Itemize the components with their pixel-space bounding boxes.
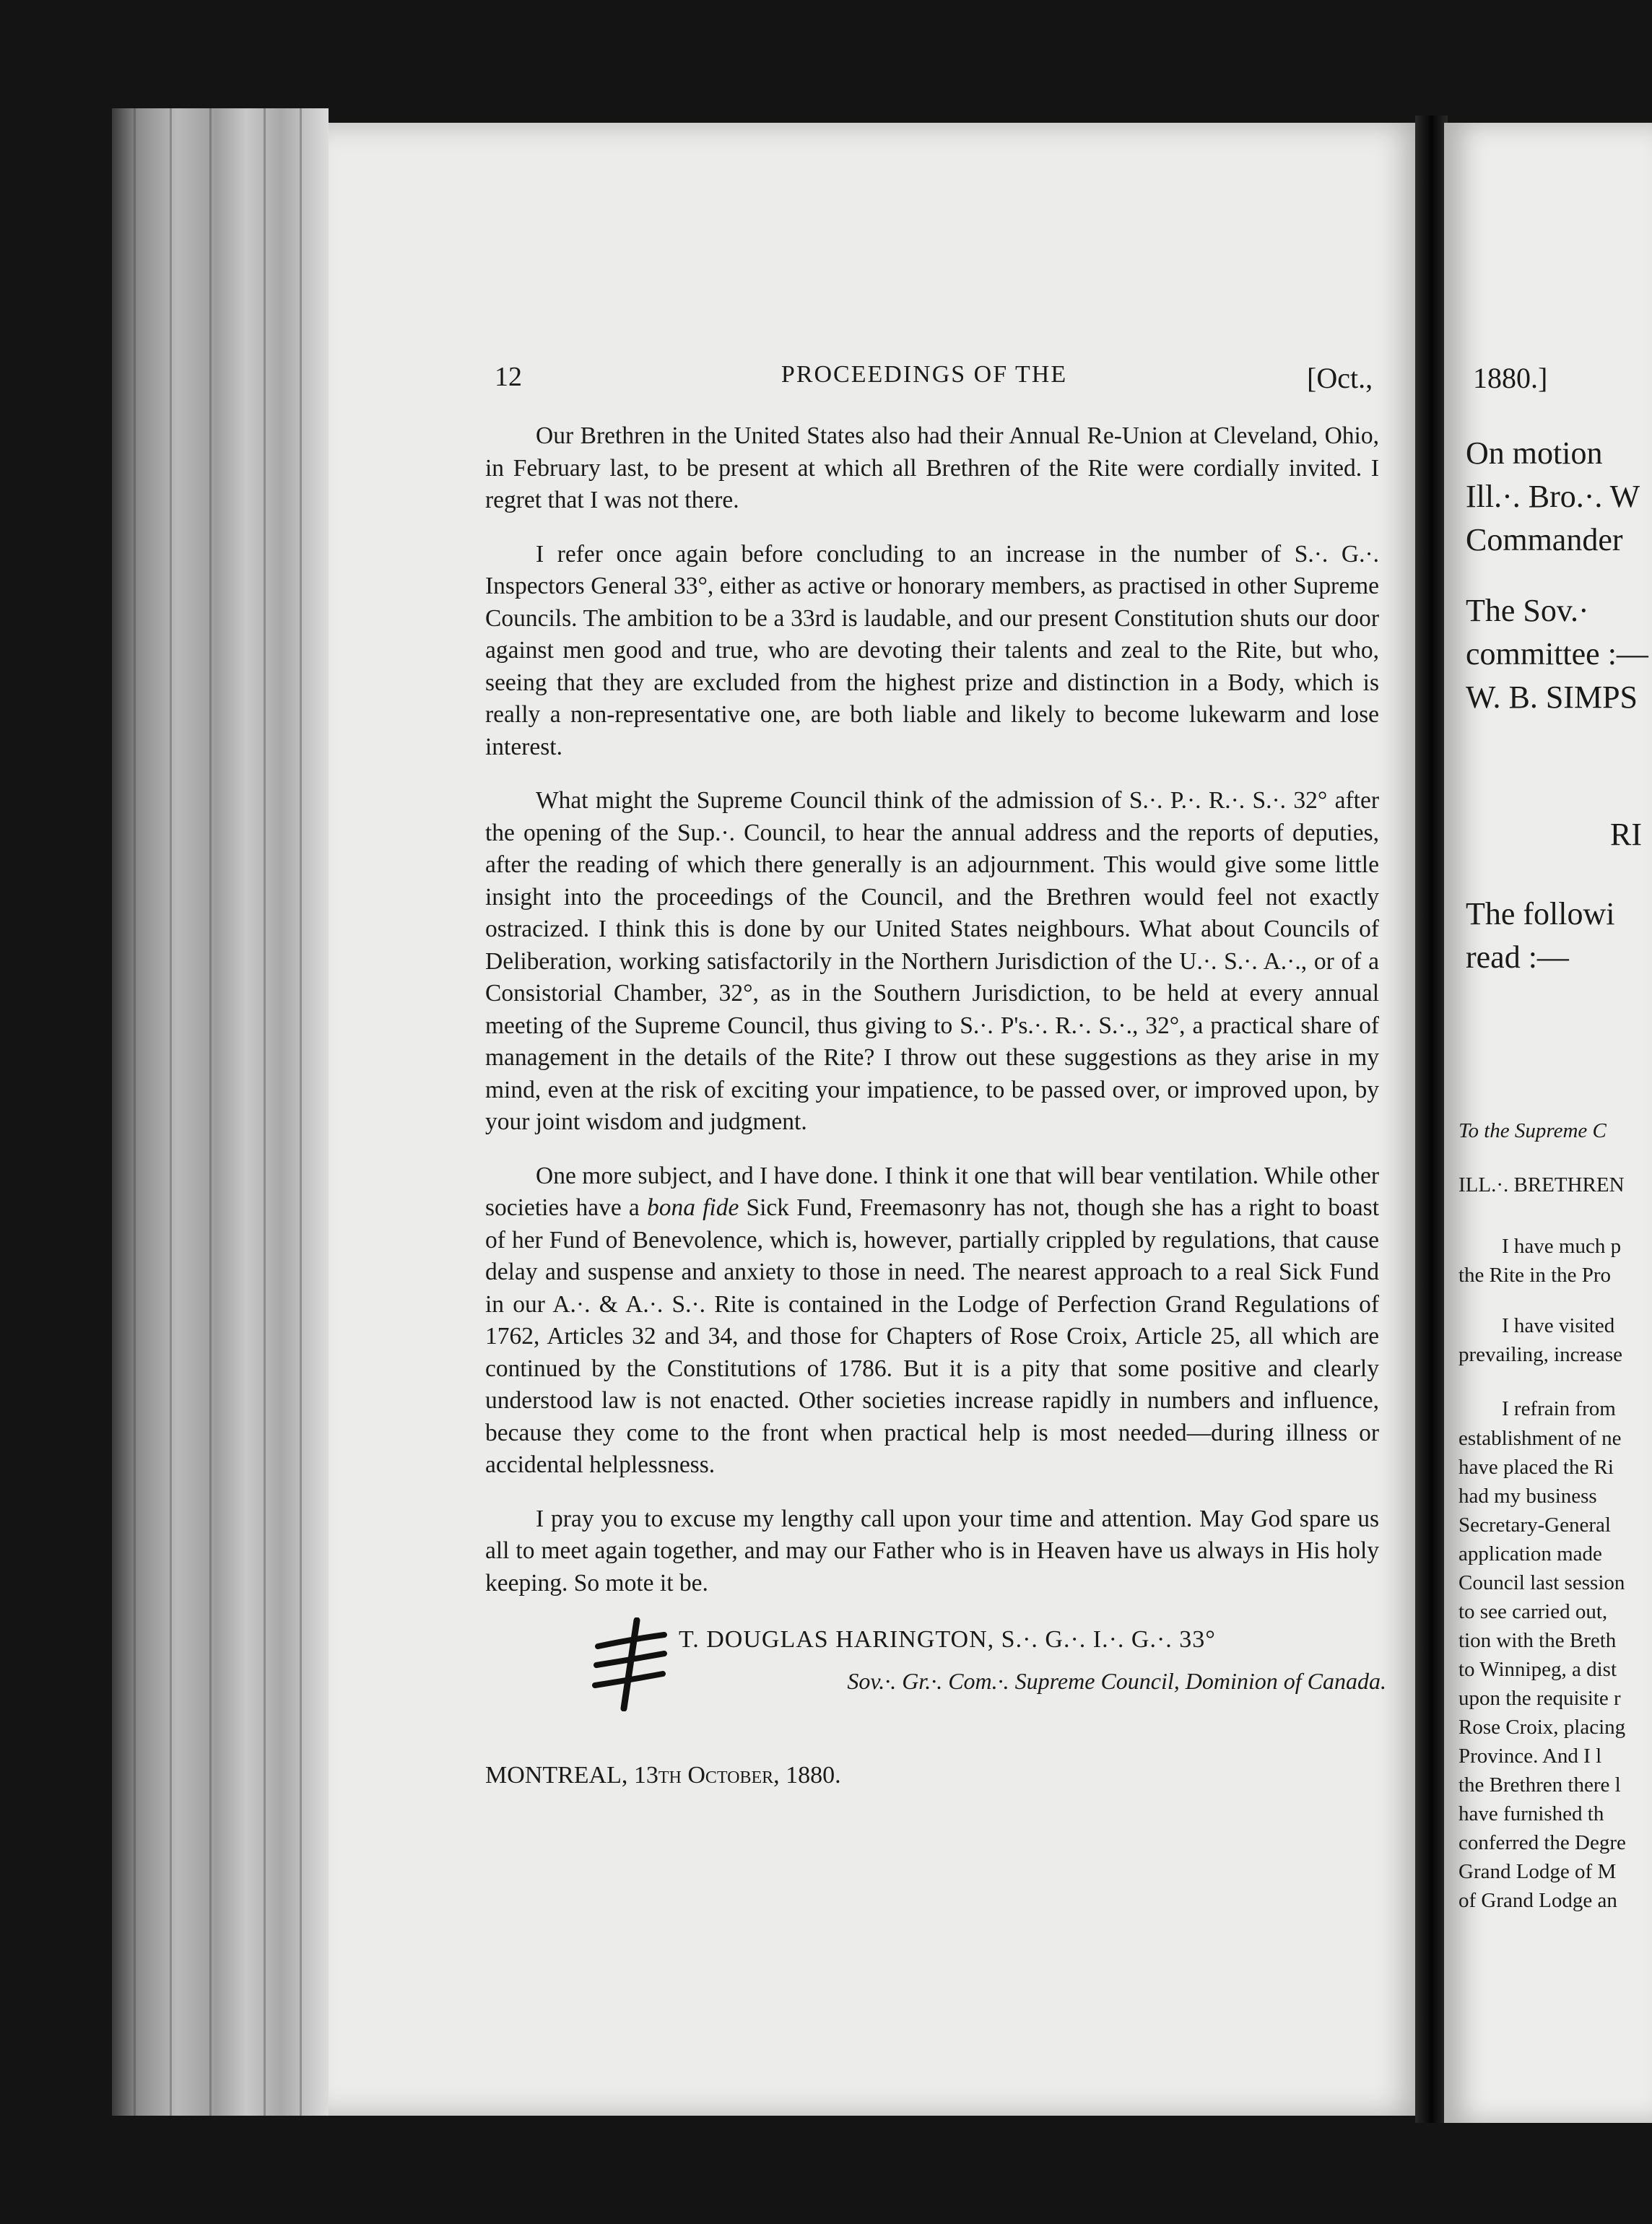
right-line: tion with the Breth: [1458, 1629, 1617, 1652]
right-heading: RI: [1610, 817, 1642, 852]
running-date: [Oct.,: [1307, 362, 1373, 394]
right-line: I have visited: [1502, 1314, 1615, 1337]
paragraph-closing: I pray you to excuse my lengthy call upon your time and attention. May God spare us all to meet again together, and may our Father who is in Heaven have us always in His holy keeping. So mote it be.: [485, 1505, 1379, 1597]
right-line: I refrain from: [1502, 1397, 1616, 1420]
right-line: committee :—: [1466, 636, 1648, 672]
right-line: read :—: [1466, 939, 1569, 975]
right-page-header: 1880.]: [1473, 362, 1548, 394]
right-line: Rose Croix, placing: [1458, 1716, 1626, 1739]
right-page-fragment: [1444, 123, 1652, 2123]
right-line: On motion: [1466, 435, 1603, 471]
paragraph-sick-fund: [485, 1160, 1379, 1482]
right-line: upon the requisite r: [1458, 1687, 1621, 1710]
right-line: To the Supreme C: [1458, 1119, 1607, 1142]
right-line: Council last session: [1458, 1571, 1625, 1594]
right-line: to Winnipeg, a dist: [1458, 1658, 1617, 1681]
right-line: Ill.·. Bro.·. W: [1466, 479, 1640, 514]
right-line: application made: [1458, 1542, 1602, 1565]
page-number: 12: [495, 362, 522, 392]
right-line: Grand Lodge of M: [1458, 1860, 1617, 1883]
signatory-title: Sov.·. Gr.·. Com.·. Supreme Council, Dominion of Canada.: [847, 1668, 1386, 1694]
triple-cross-seal-icon: [592, 1617, 668, 1711]
paragraph-inspectors: I refer once again before concluding to an increase in the number of S.·. G.·. Inspectors General 33°, either as active or honorary members, as practised in other Supreme Councils. The ambition to be a 33rd is laudable, and our present Constitution shuts our door against men good and true, who are devoting their talents and zeal to the Rite, but who, seeing that they are excluded from the highest prize and distinction in a Body, which is really a non-representative one, are both liable and likely to become lukewarm and lose interest.: [485, 540, 1379, 760]
book-gutter: [1415, 116, 1448, 2123]
right-line: Commander: [1466, 522, 1623, 557]
right-line: conferred the Degre: [1458, 1831, 1626, 1854]
right-line: Secretary-General: [1458, 1513, 1611, 1537]
right-line: I have much p: [1502, 1235, 1622, 1258]
right-line: The followi: [1466, 896, 1615, 931]
right-line: to see carried out,: [1458, 1600, 1608, 1623]
signature-block: [592, 1617, 1386, 1719]
sick-fund-italic: bona fide: [646, 1194, 739, 1221]
sick-fund-text-a: One more subject, and I have done. I think it one that will bear ventilation. While other societies have a: [485, 1162, 1379, 1221]
right-line: had my business: [1458, 1485, 1597, 1508]
sick-fund-text-b: Sick Fund, Freemasonry has not, though she has a right to boast of her Fund of Benevolence, which is, however, partially crippled by regulations, that cause delay and suspense and anxiety to those in need. The nearest approach to a real Sick Fund in our A.·. & A.·. S.·. Rite is contained in the Lodge of Perfection Grand Regulations of 1762, Articles 32 and 34, and those for Chapters of Rose Croix, Article 25, all which are continued by the Constitutions of 1786. But it is a pity that some positive and clearly understood law is not enacted. Other societies increase rapidly in numbers and influence, because they come to the front when practical help is most needed—during illness or accidental helplessness.: [485, 1194, 1380, 1478]
right-line: ILL.·. BRETHREN: [1458, 1173, 1625, 1196]
running-title: PROCEEDINGS OF THE: [781, 361, 1068, 388]
right-line: of Grand Lodge an: [1458, 1889, 1617, 1912]
right-line: establishment of ne: [1458, 1427, 1622, 1450]
body-text: [485, 420, 1379, 1621]
paragraph-admission: What might the Supreme Council think of the admission of S.·. P.·. R.·. S.·. 32° after the opening of the Sup.·. Council, to hear the annual address and the reports of deputies, after the reading of which there generally is an adjournment. This would give some little insight into the proceedings of the Council, and the Brethren would feel not exactly ostracized. I think this is done by our United States neighbours. What about Councils of Deliberation, working satisfactorily in the Northern Jurisdiction of the U.·. S.·. A.·., or of a Consistorial Chamber, 32°, as in the Southern Jurisdiction, to be held at every annual meeting of the Supreme Council, thus giving to S.·. P's.·. R.·. S.·., 32°, a practical share of management in the details of the Rite? I throw out these suggestions as they arise in my mind, even at the risk of exciting your impatience, to be passed over, or improved upon, by your joint wisdom and judgment.: [485, 787, 1379, 1135]
right-line: W. B. SIMPS: [1466, 679, 1638, 715]
right-line: The Sov.·: [1466, 593, 1589, 628]
signatory-name: T. DOUGLAS HARINGTON, S.·. G.·. I.·. G.·. 33°: [679, 1626, 1216, 1653]
right-line: the Rite in the Pro: [1458, 1264, 1612, 1287]
right-line: Province. And I l: [1458, 1745, 1602, 1768]
dateline: MONTREAL, 13th October, 1880.: [485, 1762, 841, 1789]
right-line: have furnished th: [1458, 1802, 1604, 1825]
right-line: the Brethren there l: [1458, 1773, 1621, 1797]
paragraph-reunion: Our Brethren in the United States also had their Annual Re-Union at Cleveland, Ohio, in February last, to be present at which all Brethren of the Rite were cordially invited. I regret that I was not there.: [485, 422, 1379, 513]
book-page-edges: [112, 108, 329, 2116]
right-line: have placed the Ri: [1458, 1456, 1614, 1479]
right-line: prevailing, increase: [1458, 1343, 1623, 1366]
